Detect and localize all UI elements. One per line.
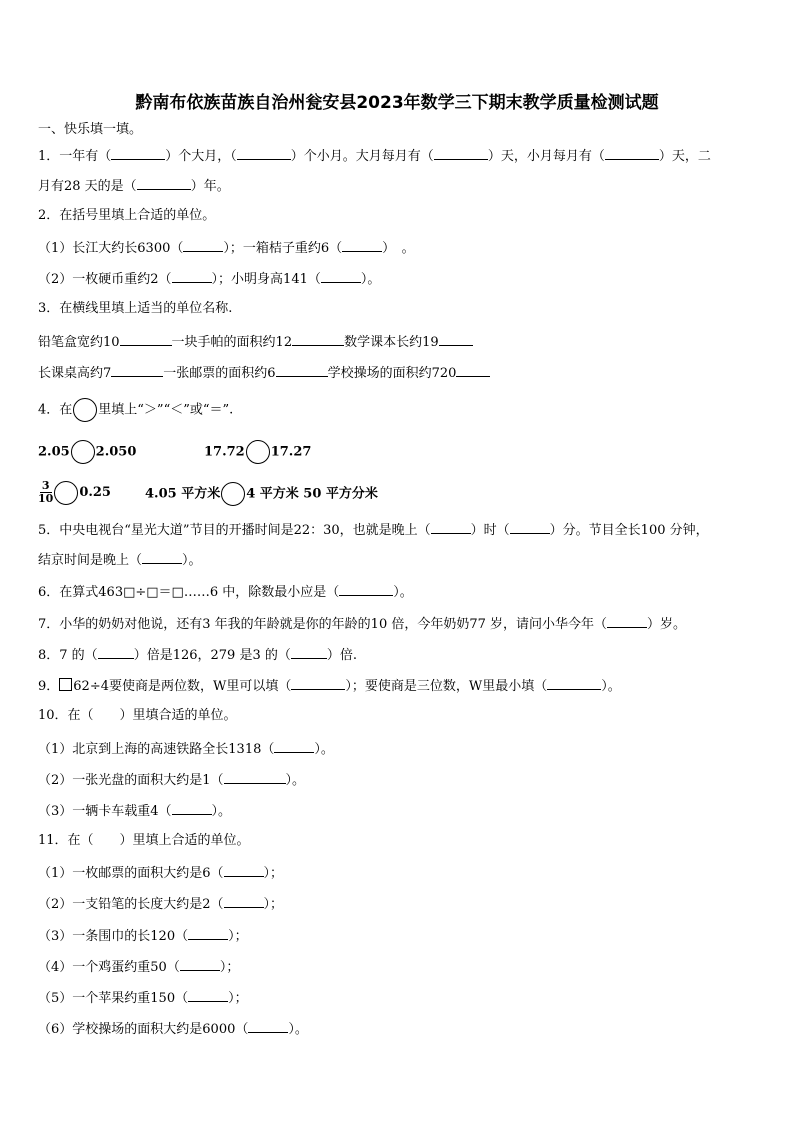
compare-circle[interactable]	[71, 440, 95, 464]
digit-box[interactable]	[59, 678, 72, 691]
answer-blank[interactable]	[291, 645, 327, 659]
compare-circle[interactable]	[221, 482, 245, 506]
question-4-row-2: $\frac{3}{10}$ 0.25	[38, 479, 111, 505]
answer-blank[interactable]	[339, 582, 393, 596]
question-10-item-1: （1）北京到上海的高速铁路全长1318（ ）。	[38, 739, 334, 759]
answer-blank[interactable]	[137, 176, 191, 190]
question-11-item-3: （3）一条围巾的长120（ ）；	[38, 926, 248, 946]
answer-blank[interactable]	[439, 332, 473, 346]
question-8: 8．7 的（ ）倍是126，279 是3 的（ ）倍.	[38, 645, 357, 665]
answer-blank[interactable]	[274, 739, 314, 753]
answer-blank[interactable]	[434, 146, 488, 160]
answer-blank[interactable]	[183, 238, 223, 252]
fraction: $\frac{3}{10}$	[38, 479, 54, 505]
question-9: 9． 62÷4要使商是两位数，W里可以填（ ）；要使商是三位数，W里最小填（ ）。	[38, 676, 621, 696]
question-11-item-6: （6）学校操场的面积大约是6000（ ）。	[38, 1019, 308, 1039]
answer-blank[interactable]	[172, 269, 212, 283]
answer-blank[interactable]	[224, 770, 286, 784]
answer-blank[interactable]	[224, 863, 264, 877]
question-7: 7．小华的奶奶对他说，还有3 年我的年龄就是你的年龄的10 倍，今年奶奶77 岁，请问小华今年（ ）岁。	[38, 614, 686, 634]
answer-blank[interactable]	[180, 957, 220, 971]
question-2-item-1: （1）长江大约长6300（ ）；一箱桔子重约6（ ） 。	[38, 238, 415, 258]
answer-blank[interactable]	[276, 363, 328, 377]
question-1: 1．一年有（ ）个大月，（ ）个小月。大月每月有（ ）天，小月每月有（ ）天，二	[38, 146, 711, 166]
answer-blank[interactable]	[111, 146, 165, 160]
answer-blank[interactable]	[188, 988, 228, 1002]
question-10-item-3: （3）一辆卡车载重4（ ）。	[38, 801, 231, 821]
answer-blank[interactable]	[342, 238, 382, 252]
question-10: 10．在（ ）里填合适的单位。	[38, 708, 237, 723]
question-4: 4．在 里填上“＞”“＜”或“＝”.	[38, 398, 233, 422]
answer-blank[interactable]	[605, 146, 659, 160]
answer-blank[interactable]	[291, 676, 345, 690]
answer-blank[interactable]	[510, 520, 550, 534]
answer-blank[interactable]	[547, 676, 601, 690]
answer-blank[interactable]	[292, 332, 344, 346]
answer-blank[interactable]	[224, 894, 264, 908]
answer-blank[interactable]	[431, 520, 471, 534]
question-2-item-2: （2）一枚硬币重约2（ ）；小明身高141（ ）。	[38, 269, 380, 289]
answer-blank[interactable]	[188, 926, 228, 940]
question-3-row-1: 铅笔盒宽约10 一块手帕的面积约12 数学课本长约19	[38, 332, 473, 352]
answer-blank[interactable]	[607, 614, 647, 628]
question-6: 6．在算式463□÷□＝□……6 中，除数最小应是（ ）。	[38, 582, 413, 602]
answer-blank[interactable]	[237, 146, 291, 160]
question-3: 3．在横线里填上适当的单位名称.	[38, 301, 233, 316]
answer-blank[interactable]	[172, 801, 212, 815]
question-11-item-4: （4）一个鸡蛋约重50（ ）；	[38, 957, 239, 977]
section-heading: 一、快乐填一填。	[38, 122, 143, 137]
question-10-item-2: （2）一张光盘的面积大约是1（ ）。	[38, 770, 305, 790]
compare-circle[interactable]	[246, 440, 270, 464]
question-4-row-1-b: 17.72 17.27	[204, 440, 311, 464]
question-5: 5．中央电视台“星光大道”节目的开播时间是22：30，也就是晚上（ ）时（ ）分。节目全长100 分钟，	[38, 520, 709, 540]
question-11: 11．在（ ）里填上合适的单位。	[38, 833, 250, 848]
question-1-cont: 月有28 天的是（ ）年。	[38, 176, 230, 196]
compare-circle[interactable]	[54, 481, 78, 505]
question-4-row-2-b: 4.05 平方米 4 平方米 50 平方分米	[145, 482, 378, 506]
question-2: 2．在括号里填上合适的单位。	[38, 208, 216, 223]
answer-blank[interactable]	[98, 645, 134, 659]
answer-blank[interactable]	[248, 1019, 288, 1033]
question-11-item-1: （1）一枚邮票的面积大约是6（ ）；	[38, 863, 283, 883]
answer-blank[interactable]	[120, 332, 172, 346]
question-5-cont: 结京时间是晚上（ ）。	[38, 550, 202, 570]
question-11-item-5: （5）一个苹果约重150（ ）；	[38, 988, 248, 1008]
answer-blank[interactable]	[142, 550, 182, 564]
question-3-row-2: 长课桌高约7 一张邮票的面积约6 学校操场的面积约720	[38, 363, 490, 383]
answer-blank[interactable]	[321, 269, 361, 283]
compare-circle[interactable]	[73, 398, 97, 422]
question-4-row-1: 2.05 2.050	[38, 440, 136, 464]
page-title: 黔南布依族苗族自治州瓮安县2023年数学三下期末教学质量检测试题	[135, 93, 659, 113]
answer-blank[interactable]	[456, 363, 490, 377]
answer-blank[interactable]	[111, 363, 163, 377]
question-11-item-2: （2）一支铅笔的长度大约是2（ ）；	[38, 894, 283, 914]
